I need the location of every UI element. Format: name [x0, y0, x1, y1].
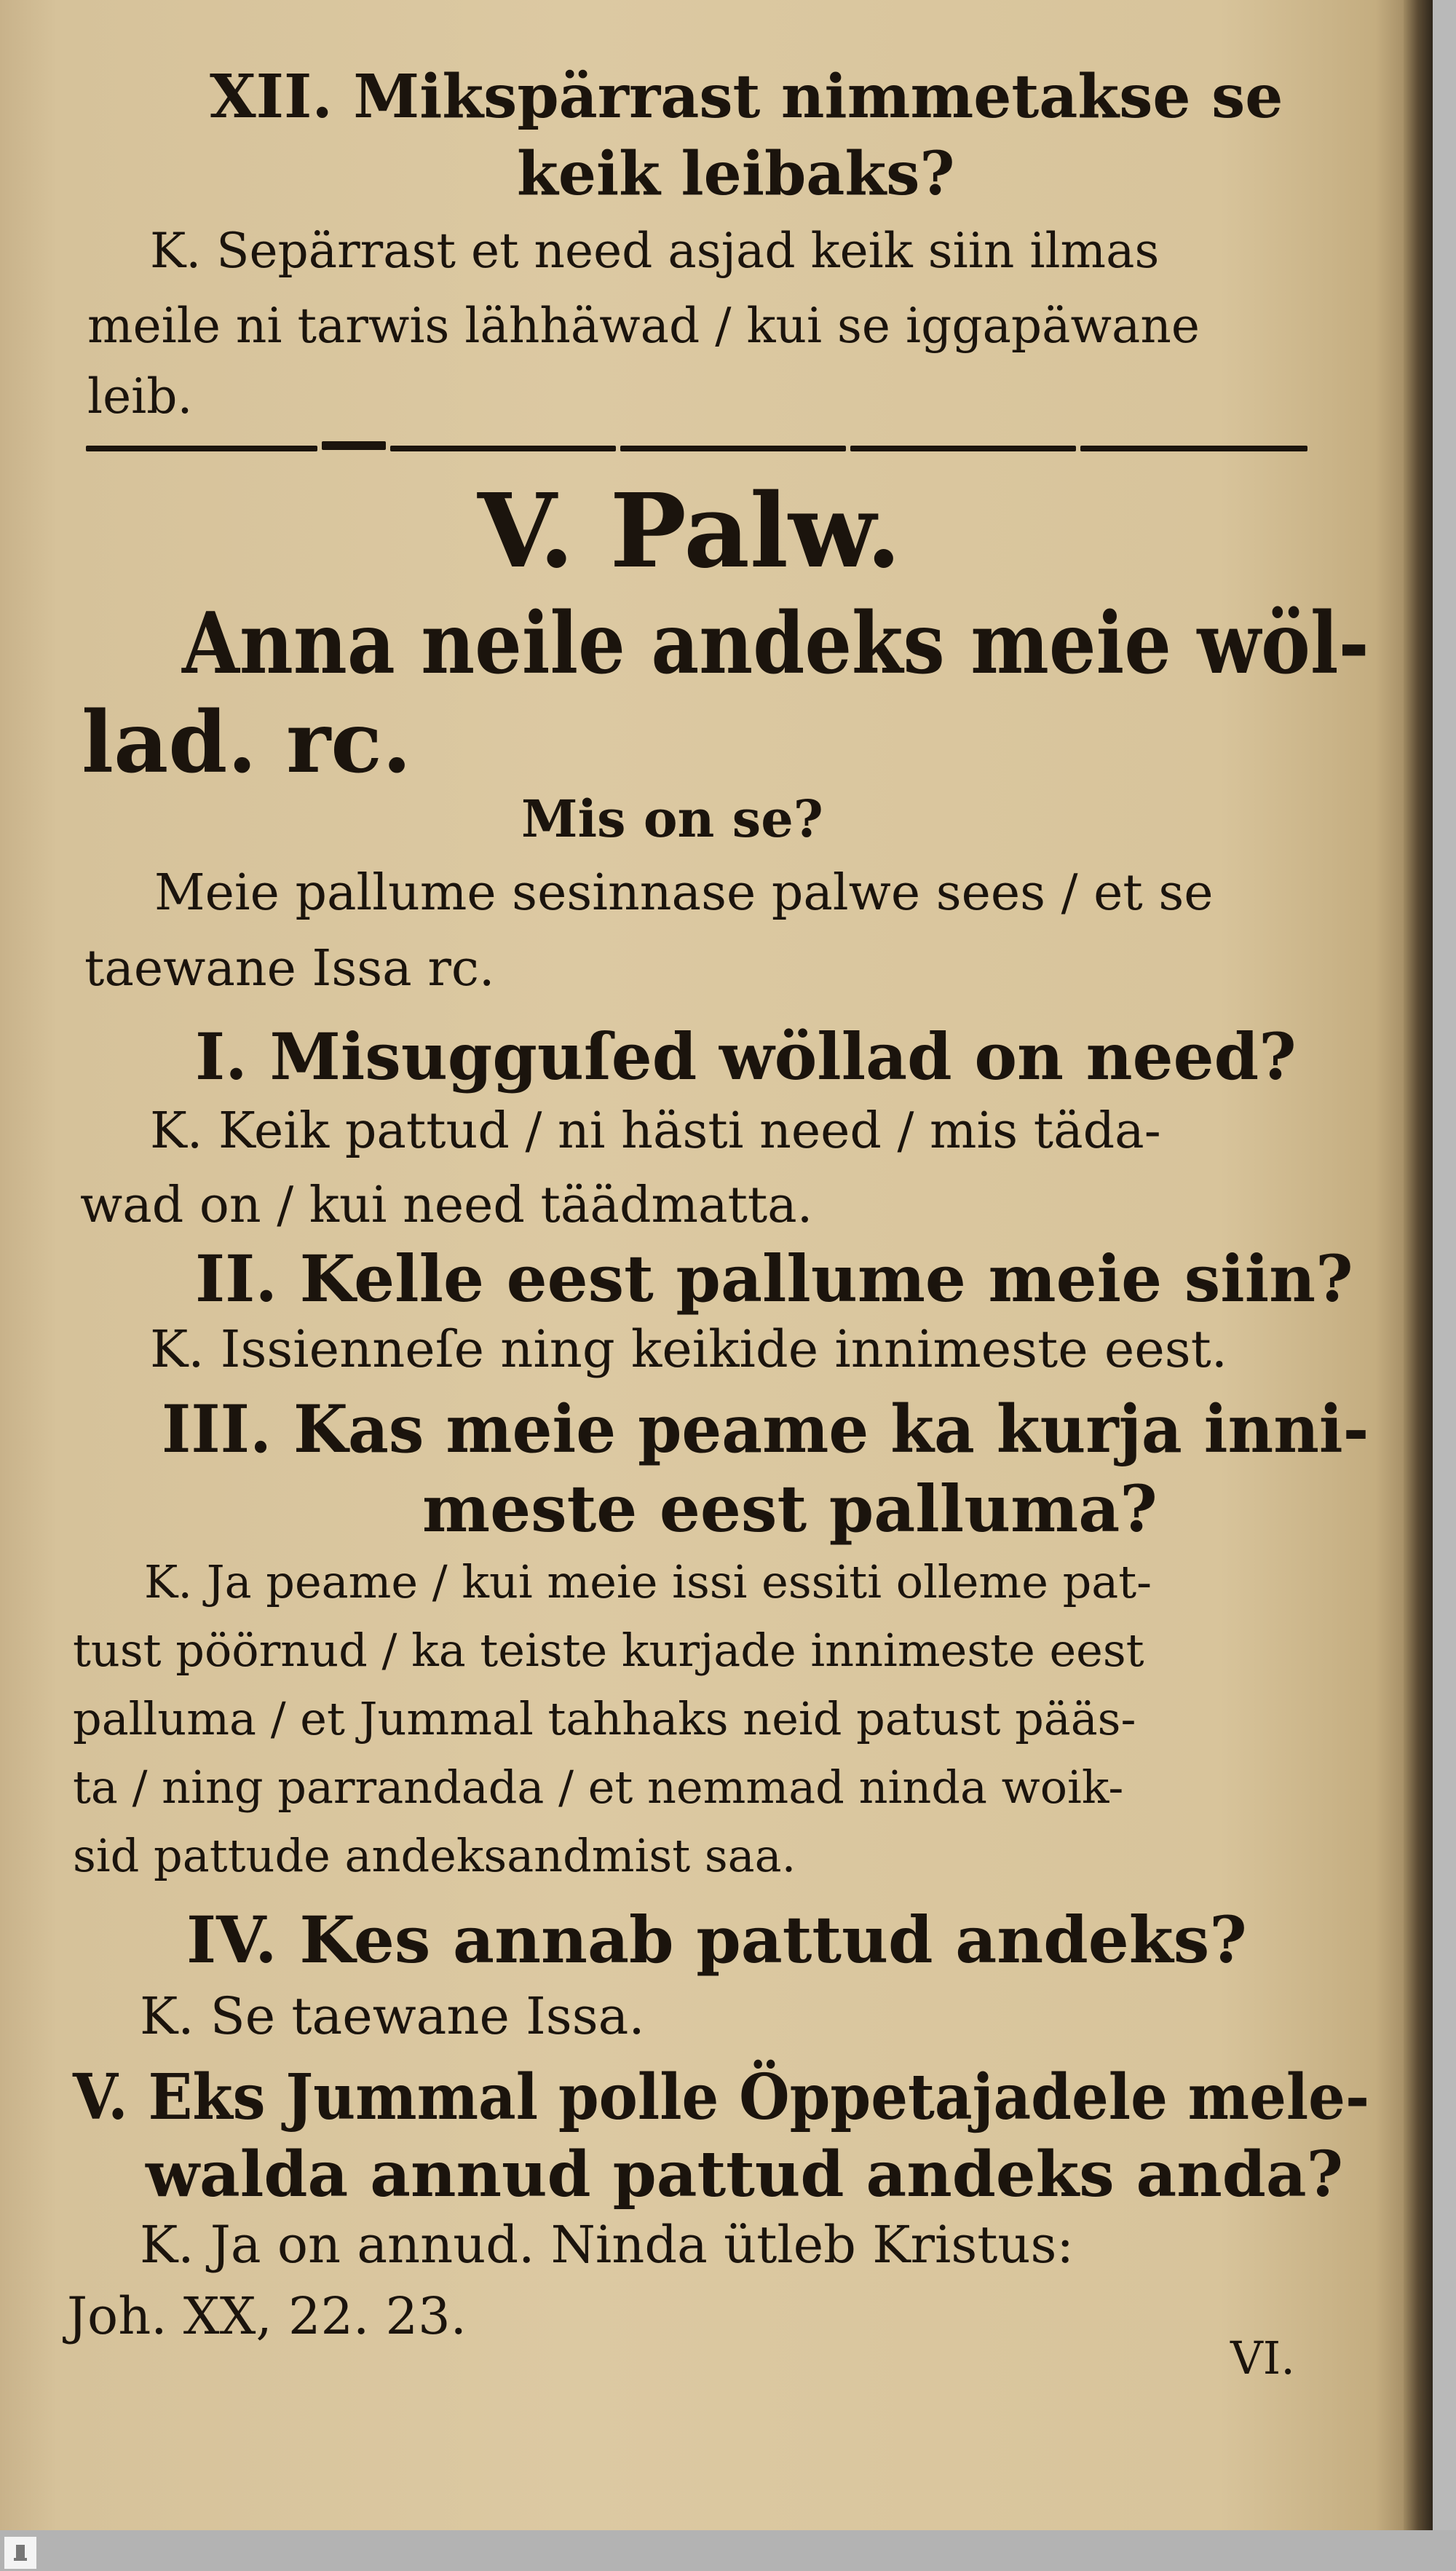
- question-xii-line-2: keik leibaks?: [517, 139, 955, 209]
- question-iii-line-2: meste eest palluma?: [422, 1471, 1158, 1547]
- divider-rule-segment: [86, 446, 317, 451]
- answer-iii-line-3: palluma / et Jummal tahhaks neid patust pääs-: [73, 1692, 1136, 1745]
- library-logo-icon: [4, 2537, 36, 2569]
- question-v-line-1: V. Eks Jummal polle Öppetajadele mele-: [73, 2061, 1370, 2134]
- petition-title: V. Palw.: [478, 472, 902, 591]
- petition-text-line-2: lad. rc.: [82, 693, 412, 792]
- answer-xii-line-1: K. Sepärrast et need asjad keik siin ilmas: [150, 223, 1160, 279]
- question-xii-line-1: XII. Mikspärrast nimmetakse se: [210, 62, 1283, 132]
- scripture-reference: Joh. XX, 22. 23.: [67, 2286, 467, 2346]
- question-v-line-2: walda annud pattud andeks anda?: [146, 2138, 1344, 2211]
- book-spine-edge: [1404, 0, 1433, 2530]
- answer-ii-line-1: K. Issienneſe ning keikide innimeste eest.: [150, 1319, 1228, 1379]
- answer-v-line-1: K. Ja on annud. Ninda ütleb Kristus:: [140, 2215, 1075, 2275]
- answer-iii-line-4: ta / ning parrandada / et nemmad ninda woik-: [73, 1761, 1124, 1814]
- petition-answer-line-2: taewane Issa rc.: [84, 940, 495, 998]
- what-is-it-heading: Mis on se?: [521, 789, 823, 849]
- answer-iv-line-1: K. Se taewane Issa.: [140, 1986, 645, 2046]
- answer-iii-line-1: K. Ja peame / kui meie issi essiti olleme pat-: [144, 1555, 1152, 1608]
- petition-text-line-1: Anna neile andeks meie wöl-: [182, 594, 1369, 693]
- divider-rule-segment: [322, 441, 386, 450]
- answer-i-line-2: wad on / kui need täädmatta.: [80, 1177, 813, 1234]
- scan-bottom-strip: [0, 2530, 1456, 2571]
- answer-iii-line-5: sid pattude andeksandmist saa.: [73, 1829, 796, 1882]
- divider-rule-segment: [850, 446, 1076, 451]
- divider-rule-segment: [390, 446, 616, 451]
- answer-xii-line-3: leib.: [87, 368, 193, 424]
- crest-icon: [9, 2542, 31, 2564]
- answer-i-line-1: K. Keik pattud / ni hästi need / mis täda-: [150, 1102, 1161, 1160]
- petition-answer-line-1: Meie pallume sesinnase palwe sees / et se: [154, 864, 1214, 922]
- page-number: VI.: [1230, 2331, 1295, 2385]
- question-ii: II. Kelle eest pallume meie siin?: [195, 1241, 1353, 1316]
- divider-rule-segment: [1080, 446, 1307, 451]
- answer-iii-line-2: tust pöörnud / ka teiste kurjade innimeste eest: [73, 1624, 1144, 1677]
- answer-xii-line-2: meile ni tarwis lähhäwad / kui se iggapäwane: [87, 298, 1200, 354]
- question-iv: IV. Kes annab pattud andeks?: [186, 1902, 1247, 1978]
- divider-rule-segment: [620, 446, 846, 451]
- question-i: I. Misugguſed wöllad on need?: [195, 1019, 1297, 1094]
- question-iii-line-1: III. Kas meie peame ka kurja inni-: [162, 1391, 1369, 1468]
